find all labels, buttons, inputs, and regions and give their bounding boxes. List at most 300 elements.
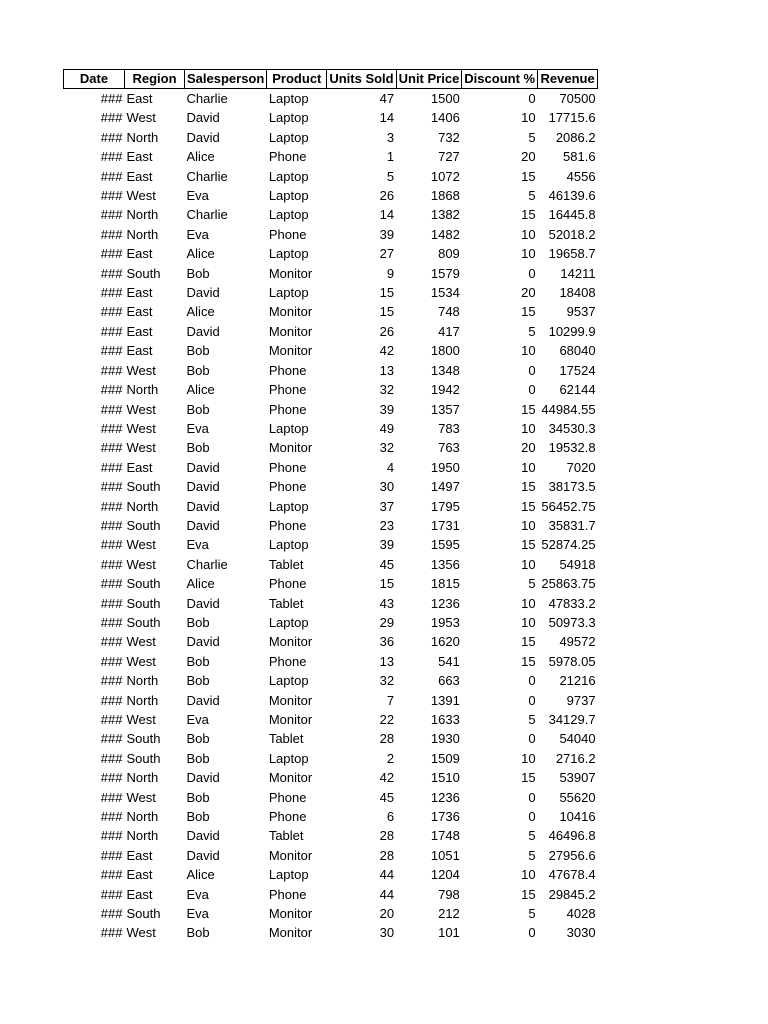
- cell-product[interactable]: Phone: [268, 517, 307, 533]
- cell-region[interactable]: East: [126, 323, 153, 339]
- cell-product[interactable]: Laptop: [268, 207, 309, 223]
- cell-date[interactable]: ###: [100, 440, 123, 456]
- cell-product[interactable]: Monitor: [268, 925, 313, 941]
- cell-salesperson[interactable]: Bob: [186, 614, 210, 630]
- cell-revenue[interactable]: 34530.3: [548, 420, 596, 436]
- cell-date[interactable]: ###: [100, 634, 123, 650]
- cell-product[interactable]: Monitor: [268, 440, 313, 456]
- cell-revenue[interactable]: 17715.6: [548, 110, 596, 126]
- header-unit-price[interactable]: Unit Price: [396, 70, 462, 89]
- cell-revenue[interactable]: 46139.6: [548, 188, 596, 204]
- cell-product[interactable]: Laptop: [268, 188, 309, 204]
- cell-discount[interactable]: 0: [528, 673, 536, 689]
- cell-discount[interactable]: 0: [528, 789, 536, 805]
- cell-unit-price[interactable]: 541: [438, 653, 460, 669]
- cell-units-sold[interactable]: 5: [386, 168, 395, 184]
- cell-unit-price[interactable]: 798: [438, 886, 460, 902]
- cell-product[interactable]: Phone: [268, 226, 307, 242]
- cell-revenue[interactable]: 3030: [566, 925, 596, 941]
- cell-salesperson[interactable]: David: [186, 479, 220, 495]
- header-region[interactable]: Region: [125, 70, 185, 89]
- cell-revenue[interactable]: 49572: [559, 634, 596, 650]
- cell-discount[interactable]: 15: [521, 770, 536, 786]
- cell-discount[interactable]: 15: [521, 168, 536, 184]
- cell-region[interactable]: East: [126, 285, 153, 301]
- cell-region[interactable]: West: [126, 110, 156, 126]
- cell-units-sold[interactable]: 28: [379, 847, 395, 863]
- cell-units-sold[interactable]: 44: [379, 867, 395, 883]
- cell-revenue[interactable]: 55620: [559, 789, 596, 805]
- cell-salesperson[interactable]: Eva: [186, 712, 209, 727]
- cell-region[interactable]: South: [126, 595, 161, 611]
- cell-date[interactable]: ###: [100, 809, 123, 825]
- cell-region[interactable]: South: [126, 576, 161, 592]
- cell-units-sold[interactable]: 32: [379, 382, 395, 398]
- cell-units-sold[interactable]: 28: [379, 828, 395, 844]
- cell-salesperson[interactable]: Bob: [186, 362, 210, 378]
- cell-region[interactable]: East: [126, 149, 153, 165]
- cell-salesperson[interactable]: Charlie: [186, 91, 228, 106]
- cell-unit-price[interactable]: 1204: [430, 867, 460, 883]
- cell-units-sold[interactable]: 7: [386, 692, 395, 708]
- header-salesperson[interactable]: Salesperson: [185, 70, 267, 89]
- cell-product[interactable]: Laptop: [268, 867, 309, 883]
- cell-unit-price[interactable]: 1815: [430, 576, 460, 592]
- cell-units-sold[interactable]: 15: [379, 285, 395, 301]
- cell-unit-price[interactable]: 1357: [430, 401, 460, 417]
- cell-region[interactable]: West: [126, 401, 156, 417]
- cell-region[interactable]: South: [126, 750, 161, 766]
- cell-revenue[interactable]: 50973.3: [548, 614, 596, 630]
- cell-revenue[interactable]: 581.6: [563, 149, 596, 165]
- cell-discount[interactable]: 20: [521, 285, 536, 301]
- cell-region[interactable]: South: [126, 265, 161, 281]
- cell-discount[interactable]: 0: [528, 362, 536, 378]
- cell-salesperson[interactable]: Eva: [186, 226, 209, 242]
- cell-product[interactable]: Laptop: [268, 246, 309, 262]
- cell-date[interactable]: ###: [100, 129, 123, 145]
- cell-product[interactable]: Monitor: [268, 712, 313, 727]
- cell-revenue[interactable]: 46496.8: [548, 828, 596, 844]
- cell-units-sold[interactable]: 26: [379, 323, 395, 339]
- cell-revenue[interactable]: 70500: [559, 91, 596, 106]
- cell-product[interactable]: Phone: [268, 653, 307, 669]
- cell-product[interactable]: Monitor: [268, 304, 313, 320]
- cell-unit-price[interactable]: 1348: [430, 362, 460, 378]
- cell-unit-price[interactable]: 1497: [430, 479, 460, 495]
- cell-date[interactable]: ###: [100, 692, 123, 708]
- cell-units-sold[interactable]: 32: [379, 673, 395, 689]
- cell-product[interactable]: Laptop: [268, 110, 309, 126]
- cell-date[interactable]: ###: [100, 420, 123, 436]
- cell-salesperson[interactable]: Alice: [186, 304, 215, 320]
- cell-date[interactable]: ###: [100, 498, 123, 514]
- cell-units-sold[interactable]: 3: [386, 129, 395, 145]
- cell-units-sold[interactable]: 39: [379, 537, 395, 553]
- cell-region[interactable]: East: [126, 867, 153, 883]
- cell-unit-price[interactable]: 1406: [430, 110, 460, 126]
- cell-revenue[interactable]: 29845.2: [548, 886, 596, 902]
- cell-revenue[interactable]: 9737: [566, 692, 596, 708]
- cell-units-sold[interactable]: 13: [379, 362, 395, 378]
- header-product[interactable]: Product: [267, 70, 327, 89]
- cell-unit-price[interactable]: 1800: [430, 343, 460, 359]
- cell-revenue[interactable]: 9537: [566, 304, 596, 320]
- header-units-sold[interactable]: Units Sold: [327, 70, 396, 89]
- cell-units-sold[interactable]: 2: [386, 750, 395, 766]
- cell-date[interactable]: ###: [100, 285, 123, 301]
- cell-product[interactable]: Phone: [268, 809, 307, 825]
- cell-revenue[interactable]: 47833.2: [548, 595, 596, 611]
- cell-revenue[interactable]: 10299.9: [548, 323, 596, 339]
- cell-date[interactable]: ###: [100, 828, 123, 844]
- cell-date[interactable]: ###: [100, 789, 123, 805]
- cell-region[interactable]: East: [126, 246, 153, 262]
- cell-units-sold[interactable]: 39: [379, 226, 395, 242]
- cell-unit-price[interactable]: 1236: [430, 789, 460, 805]
- cell-discount[interactable]: 10: [521, 556, 536, 572]
- cell-revenue[interactable]: 25863.75: [541, 576, 596, 592]
- cell-region[interactable]: East: [126, 168, 153, 184]
- cell-product[interactable]: Laptop: [268, 614, 309, 630]
- cell-discount[interactable]: 20: [521, 149, 536, 165]
- cell-product[interactable]: Laptop: [268, 750, 309, 766]
- cell-salesperson[interactable]: Bob: [186, 653, 210, 669]
- cell-discount[interactable]: 10: [521, 343, 536, 359]
- cell-region[interactable]: North: [126, 498, 159, 514]
- cell-revenue[interactable]: 54918: [559, 556, 596, 572]
- cell-date[interactable]: ###: [100, 556, 123, 572]
- cell-region[interactable]: North: [126, 382, 159, 398]
- cell-unit-price[interactable]: 1482: [430, 226, 460, 242]
- cell-salesperson[interactable]: David: [186, 459, 220, 475]
- cell-unit-price[interactable]: 101: [438, 925, 460, 941]
- cell-product[interactable]: Laptop: [268, 420, 309, 436]
- cell-unit-price[interactable]: 783: [438, 420, 460, 436]
- cell-salesperson[interactable]: Bob: [186, 731, 210, 747]
- cell-units-sold[interactable]: 20: [379, 906, 395, 922]
- cell-discount[interactable]: 5: [528, 576, 536, 592]
- cell-units-sold[interactable]: 29: [379, 614, 395, 630]
- cell-product[interactable]: Monitor: [268, 906, 313, 922]
- cell-date[interactable]: ###: [100, 867, 123, 883]
- cell-region[interactable]: South: [126, 479, 161, 495]
- cell-region[interactable]: East: [126, 91, 153, 106]
- cell-salesperson[interactable]: Bob: [186, 789, 210, 805]
- cell-units-sold[interactable]: 43: [379, 595, 395, 611]
- cell-units-sold[interactable]: 27: [379, 246, 395, 262]
- cell-salesperson[interactable]: David: [186, 847, 220, 863]
- cell-discount[interactable]: 5: [528, 906, 536, 922]
- cell-salesperson[interactable]: Bob: [186, 809, 210, 825]
- cell-date[interactable]: ###: [100, 207, 123, 223]
- cell-product[interactable]: Monitor: [268, 692, 313, 708]
- cell-revenue[interactable]: 10416: [559, 809, 596, 825]
- cell-date[interactable]: ###: [100, 226, 123, 242]
- cell-date[interactable]: ###: [100, 149, 123, 165]
- cell-units-sold[interactable]: 36: [379, 634, 395, 650]
- cell-discount[interactable]: 0: [528, 382, 536, 398]
- cell-discount[interactable]: 0: [528, 925, 536, 941]
- cell-discount[interactable]: 0: [528, 809, 536, 825]
- cell-units-sold[interactable]: 42: [379, 343, 395, 359]
- cell-revenue[interactable]: 47678.4: [548, 867, 596, 883]
- cell-salesperson[interactable]: David: [186, 770, 220, 786]
- cell-date[interactable]: ###: [100, 188, 123, 204]
- cell-unit-price[interactable]: 809: [438, 246, 460, 262]
- cell-region[interactable]: West: [126, 188, 156, 204]
- cell-unit-price[interactable]: 1736: [430, 809, 460, 825]
- cell-discount[interactable]: 10: [521, 110, 536, 126]
- cell-salesperson[interactable]: David: [186, 498, 220, 514]
- cell-region[interactable]: North: [126, 673, 159, 689]
- cell-revenue[interactable]: 52018.2: [548, 226, 596, 242]
- cell-date[interactable]: ###: [100, 925, 123, 941]
- cell-units-sold[interactable]: 42: [379, 770, 395, 786]
- cell-region[interactable]: North: [126, 129, 159, 145]
- cell-salesperson[interactable]: Eva: [186, 188, 209, 204]
- cell-unit-price[interactable]: 727: [438, 149, 460, 165]
- cell-salesperson[interactable]: Charlie: [186, 168, 228, 184]
- cell-product[interactable]: Laptop: [268, 168, 309, 184]
- cell-region[interactable]: West: [126, 556, 156, 572]
- cell-salesperson[interactable]: David: [186, 285, 220, 301]
- cell-date[interactable]: ###: [100, 770, 123, 786]
- cell-discount[interactable]: 5: [528, 847, 536, 863]
- cell-discount[interactable]: 10: [521, 867, 536, 883]
- cell-discount[interactable]: 15: [521, 653, 536, 669]
- cell-product[interactable]: Laptop: [268, 129, 309, 145]
- cell-product[interactable]: Tablet: [268, 828, 304, 844]
- cell-unit-price[interactable]: 1748: [430, 828, 460, 844]
- cell-salesperson[interactable]: Bob: [186, 265, 210, 281]
- cell-unit-price[interactable]: 1579: [430, 265, 460, 281]
- cell-product[interactable]: Phone: [268, 479, 307, 495]
- cell-revenue[interactable]: 44984.55: [541, 401, 596, 417]
- cell-unit-price[interactable]: 1382: [430, 207, 460, 223]
- cell-revenue[interactable]: 5978.05: [548, 653, 596, 669]
- cell-revenue[interactable]: 2716.2: [555, 750, 596, 766]
- header-date[interactable]: Date: [64, 70, 125, 89]
- cell-units-sold[interactable]: 14: [379, 110, 395, 126]
- cell-unit-price[interactable]: 1595: [430, 537, 460, 553]
- cell-salesperson[interactable]: David: [186, 323, 220, 339]
- cell-units-sold[interactable]: 44: [379, 886, 395, 902]
- cell-discount[interactable]: 10: [521, 226, 536, 242]
- cell-unit-price[interactable]: 212: [438, 906, 460, 922]
- cell-revenue[interactable]: 14211: [560, 265, 596, 281]
- cell-unit-price[interactable]: 732: [438, 129, 460, 145]
- cell-date[interactable]: ###: [100, 479, 123, 495]
- cell-product[interactable]: Phone: [268, 382, 307, 398]
- cell-unit-price[interactable]: 1509: [430, 750, 460, 766]
- cell-revenue[interactable]: 18408: [559, 285, 596, 301]
- cell-revenue[interactable]: 4028: [566, 906, 596, 922]
- cell-salesperson[interactable]: David: [186, 129, 220, 145]
- cell-units-sold[interactable]: 22: [379, 712, 395, 727]
- cell-unit-price[interactable]: 1072: [430, 168, 460, 184]
- cell-units-sold[interactable]: 14: [379, 207, 395, 223]
- cell-region[interactable]: West: [126, 789, 156, 805]
- cell-discount[interactable]: 15: [521, 207, 536, 223]
- cell-units-sold[interactable]: 13: [379, 653, 395, 669]
- cell-revenue[interactable]: 68040: [559, 343, 596, 359]
- cell-revenue[interactable]: 17524: [559, 362, 596, 378]
- cell-unit-price[interactable]: 1391: [430, 692, 460, 708]
- cell-product[interactable]: Monitor: [268, 634, 313, 650]
- cell-product[interactable]: Monitor: [268, 265, 313, 281]
- cell-salesperson[interactable]: Alice: [186, 382, 215, 398]
- cell-unit-price[interactable]: 1953: [430, 614, 460, 630]
- cell-unit-price[interactable]: 1795: [430, 498, 460, 514]
- cell-unit-price[interactable]: 748: [438, 304, 460, 320]
- cell-date[interactable]: ###: [100, 91, 123, 106]
- cell-date[interactable]: ###: [100, 614, 123, 630]
- cell-units-sold[interactable]: 39: [379, 401, 395, 417]
- cell-region[interactable]: West: [126, 712, 156, 727]
- cell-discount[interactable]: 5: [528, 129, 536, 145]
- cell-product[interactable]: Phone: [268, 401, 307, 417]
- cell-units-sold[interactable]: 49: [379, 420, 395, 436]
- cell-date[interactable]: ###: [100, 459, 123, 475]
- cell-units-sold[interactable]: 15: [379, 304, 395, 320]
- cell-date[interactable]: ###: [100, 653, 123, 669]
- cell-region[interactable]: West: [126, 634, 156, 650]
- cell-date[interactable]: ###: [100, 110, 123, 126]
- cell-discount[interactable]: 0: [528, 731, 536, 747]
- cell-discount[interactable]: 0: [528, 265, 536, 281]
- cell-revenue[interactable]: 54040: [559, 731, 596, 747]
- cell-salesperson[interactable]: Bob: [186, 925, 210, 941]
- cell-salesperson[interactable]: Alice: [186, 246, 215, 262]
- cell-units-sold[interactable]: 47: [379, 91, 395, 106]
- cell-salesperson[interactable]: Bob: [186, 750, 210, 766]
- cell-units-sold[interactable]: 37: [379, 498, 395, 514]
- cell-date[interactable]: ###: [100, 343, 123, 359]
- cell-unit-price[interactable]: 1868: [430, 188, 460, 204]
- cell-units-sold[interactable]: 15: [379, 576, 395, 592]
- cell-date[interactable]: ###: [100, 265, 123, 281]
- cell-region[interactable]: East: [126, 886, 153, 902]
- cell-region[interactable]: West: [126, 925, 156, 941]
- cell-region[interactable]: South: [126, 614, 161, 630]
- cell-date[interactable]: ###: [100, 401, 123, 417]
- cell-unit-price[interactable]: 1942: [430, 382, 460, 398]
- cell-unit-price[interactable]: 1510: [430, 770, 460, 786]
- cell-salesperson[interactable]: Charlie: [186, 207, 228, 223]
- cell-discount[interactable]: 10: [521, 459, 536, 475]
- cell-discount[interactable]: 15: [521, 634, 536, 650]
- cell-date[interactable]: ###: [100, 750, 123, 766]
- cell-revenue[interactable]: 4556: [566, 168, 596, 184]
- cell-revenue[interactable]: 34129.7: [548, 712, 596, 727]
- cell-discount[interactable]: 10: [521, 517, 536, 533]
- cell-region[interactable]: North: [126, 770, 159, 786]
- cell-date[interactable]: ###: [100, 246, 123, 262]
- cell-region[interactable]: North: [126, 692, 159, 708]
- cell-product[interactable]: Laptop: [268, 537, 309, 553]
- cell-salesperson[interactable]: Bob: [186, 673, 210, 689]
- cell-discount[interactable]: 10: [521, 614, 536, 630]
- cell-product[interactable]: Tablet: [268, 595, 304, 611]
- cell-discount[interactable]: 20: [521, 440, 536, 456]
- cell-region[interactable]: East: [126, 304, 153, 320]
- cell-product[interactable]: Tablet: [268, 556, 304, 572]
- cell-discount[interactable]: 15: [521, 401, 536, 417]
- cell-units-sold[interactable]: 9: [386, 265, 395, 281]
- cell-discount[interactable]: 5: [528, 712, 536, 727]
- cell-salesperson[interactable]: Alice: [186, 867, 215, 883]
- cell-revenue[interactable]: 52874.25: [541, 537, 596, 553]
- cell-units-sold[interactable]: 26: [379, 188, 395, 204]
- cell-discount[interactable]: 10: [521, 420, 536, 436]
- cell-salesperson[interactable]: David: [186, 110, 220, 126]
- cell-product[interactable]: Phone: [268, 789, 307, 805]
- cell-revenue[interactable]: 19658.7: [548, 246, 596, 262]
- cell-units-sold[interactable]: 23: [379, 517, 395, 533]
- cell-region[interactable]: South: [126, 906, 161, 922]
- cell-discount[interactable]: 15: [521, 537, 536, 553]
- cell-revenue[interactable]: 2086.2: [555, 129, 596, 145]
- cell-date[interactable]: ###: [100, 382, 123, 398]
- cell-revenue[interactable]: 27956.6: [548, 847, 596, 863]
- cell-discount[interactable]: 15: [521, 304, 536, 320]
- cell-revenue[interactable]: 35831.7: [548, 517, 596, 533]
- cell-unit-price[interactable]: 663: [438, 673, 460, 689]
- cell-date[interactable]: ###: [100, 576, 123, 592]
- cell-unit-price[interactable]: 1930: [430, 731, 460, 747]
- cell-units-sold[interactable]: 30: [379, 479, 395, 495]
- cell-product[interactable]: Monitor: [268, 847, 313, 863]
- cell-unit-price[interactable]: 1236: [430, 595, 460, 611]
- cell-region[interactable]: West: [126, 420, 156, 436]
- cell-salesperson[interactable]: Bob: [186, 440, 210, 456]
- cell-units-sold[interactable]: 6: [386, 809, 395, 825]
- cell-revenue[interactable]: 38173.5: [548, 479, 596, 495]
- cell-date[interactable]: ###: [100, 537, 123, 553]
- cell-discount[interactable]: 15: [521, 498, 536, 514]
- cell-product[interactable]: Phone: [268, 886, 307, 902]
- cell-product[interactable]: Phone: [268, 149, 307, 165]
- cell-revenue[interactable]: 19532.8: [548, 440, 596, 456]
- cell-region[interactable]: West: [126, 362, 156, 378]
- cell-region[interactable]: East: [126, 343, 153, 359]
- cell-product[interactable]: Tablet: [268, 731, 304, 747]
- cell-salesperson[interactable]: Charlie: [186, 556, 228, 572]
- cell-date[interactable]: ###: [100, 673, 123, 689]
- cell-unit-price[interactable]: 1620: [430, 634, 460, 650]
- cell-region[interactable]: North: [126, 207, 159, 223]
- cell-region[interactable]: West: [126, 537, 156, 553]
- cell-salesperson[interactable]: David: [186, 517, 220, 533]
- cell-units-sold[interactable]: 1: [386, 149, 395, 165]
- cell-revenue[interactable]: 16445.8: [548, 207, 596, 223]
- cell-region[interactable]: South: [126, 731, 161, 747]
- cell-region[interactable]: North: [126, 828, 159, 844]
- cell-region[interactable]: North: [126, 226, 159, 242]
- cell-discount[interactable]: 10: [521, 750, 536, 766]
- cell-salesperson[interactable]: Eva: [186, 420, 209, 436]
- header-discount[interactable]: Discount %: [462, 70, 538, 89]
- header-revenue[interactable]: Revenue: [538, 70, 598, 89]
- cell-unit-price[interactable]: 1731: [430, 517, 460, 533]
- cell-unit-price[interactable]: 1950: [430, 459, 460, 475]
- cell-date[interactable]: ###: [100, 323, 123, 339]
- cell-unit-price[interactable]: 1051: [430, 847, 460, 863]
- cell-date[interactable]: ###: [100, 847, 123, 863]
- cell-salesperson[interactable]: Alice: [186, 576, 215, 592]
- cell-units-sold[interactable]: 45: [379, 556, 395, 572]
